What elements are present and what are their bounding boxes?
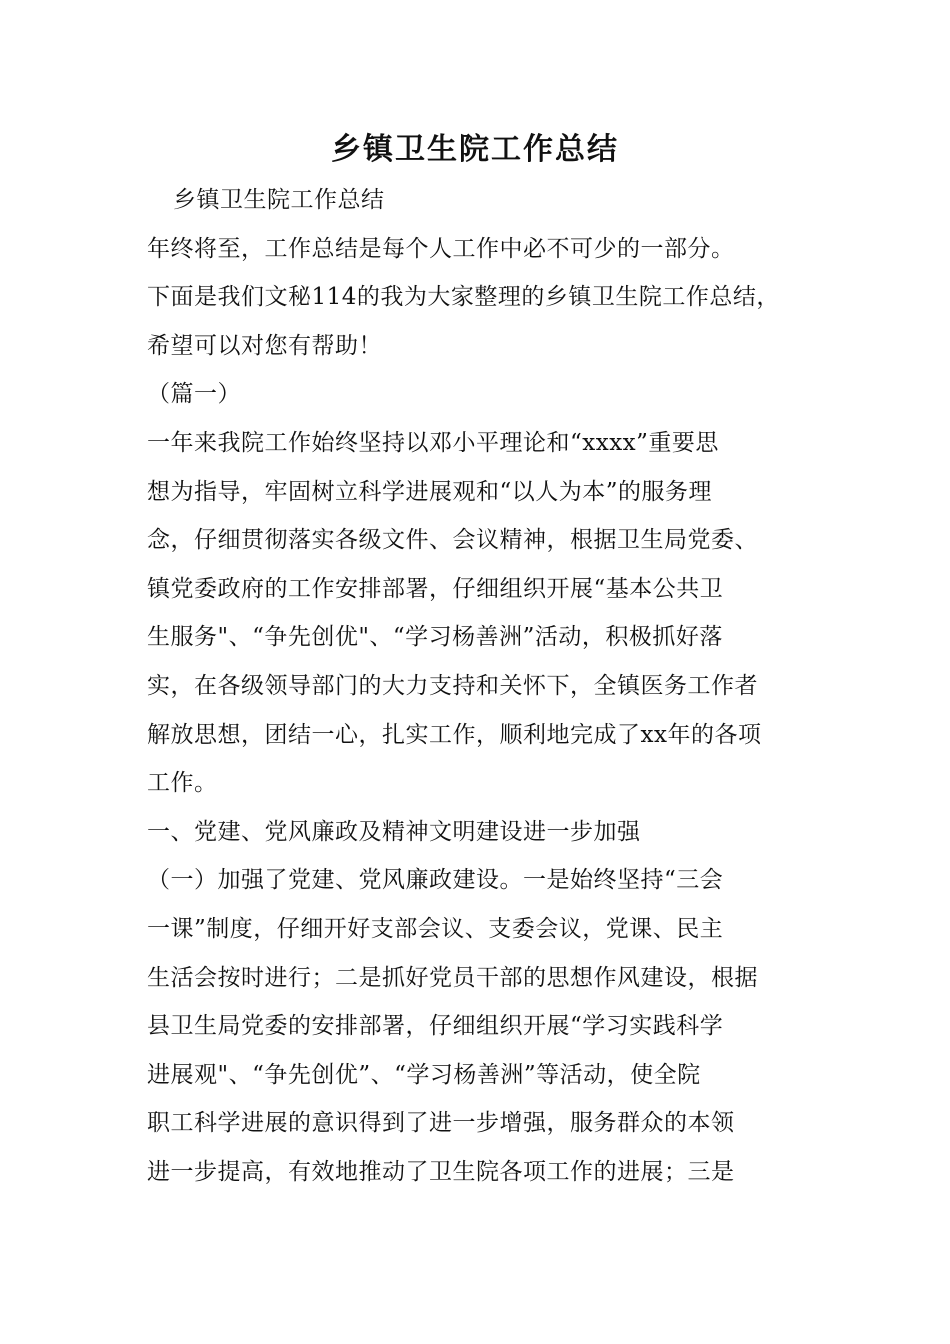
text-line: 镇党委政府的工作安排部署，仔细组织开展“基本公共卫	[147, 575, 724, 602]
text-line: 想为指导，牢固树立科学进展观和“以人为本”的服务理	[147, 478, 713, 505]
text-line: 希望可以对您有帮助！	[147, 332, 382, 359]
text-line: 念，仔细贯彻落实各级文件、会议精神，根据卫生局党委、	[147, 527, 758, 554]
text-line: 进一步提高，有效地推动了卫生院各项工作的进展；三是	[147, 1158, 735, 1185]
text-line: （一）加强了党建、党风廉政建设。一是始终坚持“三会	[147, 867, 724, 894]
text-line: 年终将至，工作总结是每个人工作中必不可少的一部分。	[147, 235, 735, 262]
text-line: 解放思想，团结一心，扎实工作，顺利地完成了xx年的各项	[147, 721, 762, 748]
text-line: 生服务"、“争先创优"、“学习杨善洲”活动，积极抓好落	[147, 624, 723, 651]
section-label: （篇一）	[147, 381, 241, 408]
document-title: 乡镇卫生院工作总结	[331, 132, 619, 167]
text-line: 进展观"、“争先创优”、“学习杨善洲”等活动，使全院	[147, 1061, 701, 1088]
text-line: 职工科学进展的意识得到了进一步增强，服务群众的本领	[147, 1110, 735, 1137]
text-line: 工作。	[147, 770, 218, 797]
text-line: 生活会按时进行；二是抓好党员干部的思想作风建设，根据	[147, 964, 758, 991]
section-heading: 一、党建、党风廉政及精神文明建设进一步加强	[147, 818, 641, 845]
text-line: 下面是我们文秘114的我为大家整理的乡镇卫生院工作总结，	[147, 284, 780, 311]
text-line: 实，在各级领导部门的大力支持和关怀下，全镇医务工作者	[147, 672, 758, 699]
subtitle-line: 乡镇卫生院工作总结	[173, 187, 385, 213]
document-body	[147, 176, 827, 1196]
text-line: 县卫生局党委的安排部署，仔细组织开展“学习实践科学	[147, 1013, 724, 1040]
text-line: 一年来我院工作始终坚持以邓小平理论和“xxxx”重要思	[147, 429, 719, 456]
text-line: 一课”制度，仔细开好支部会议、支委会议，党课、民主	[147, 915, 724, 942]
